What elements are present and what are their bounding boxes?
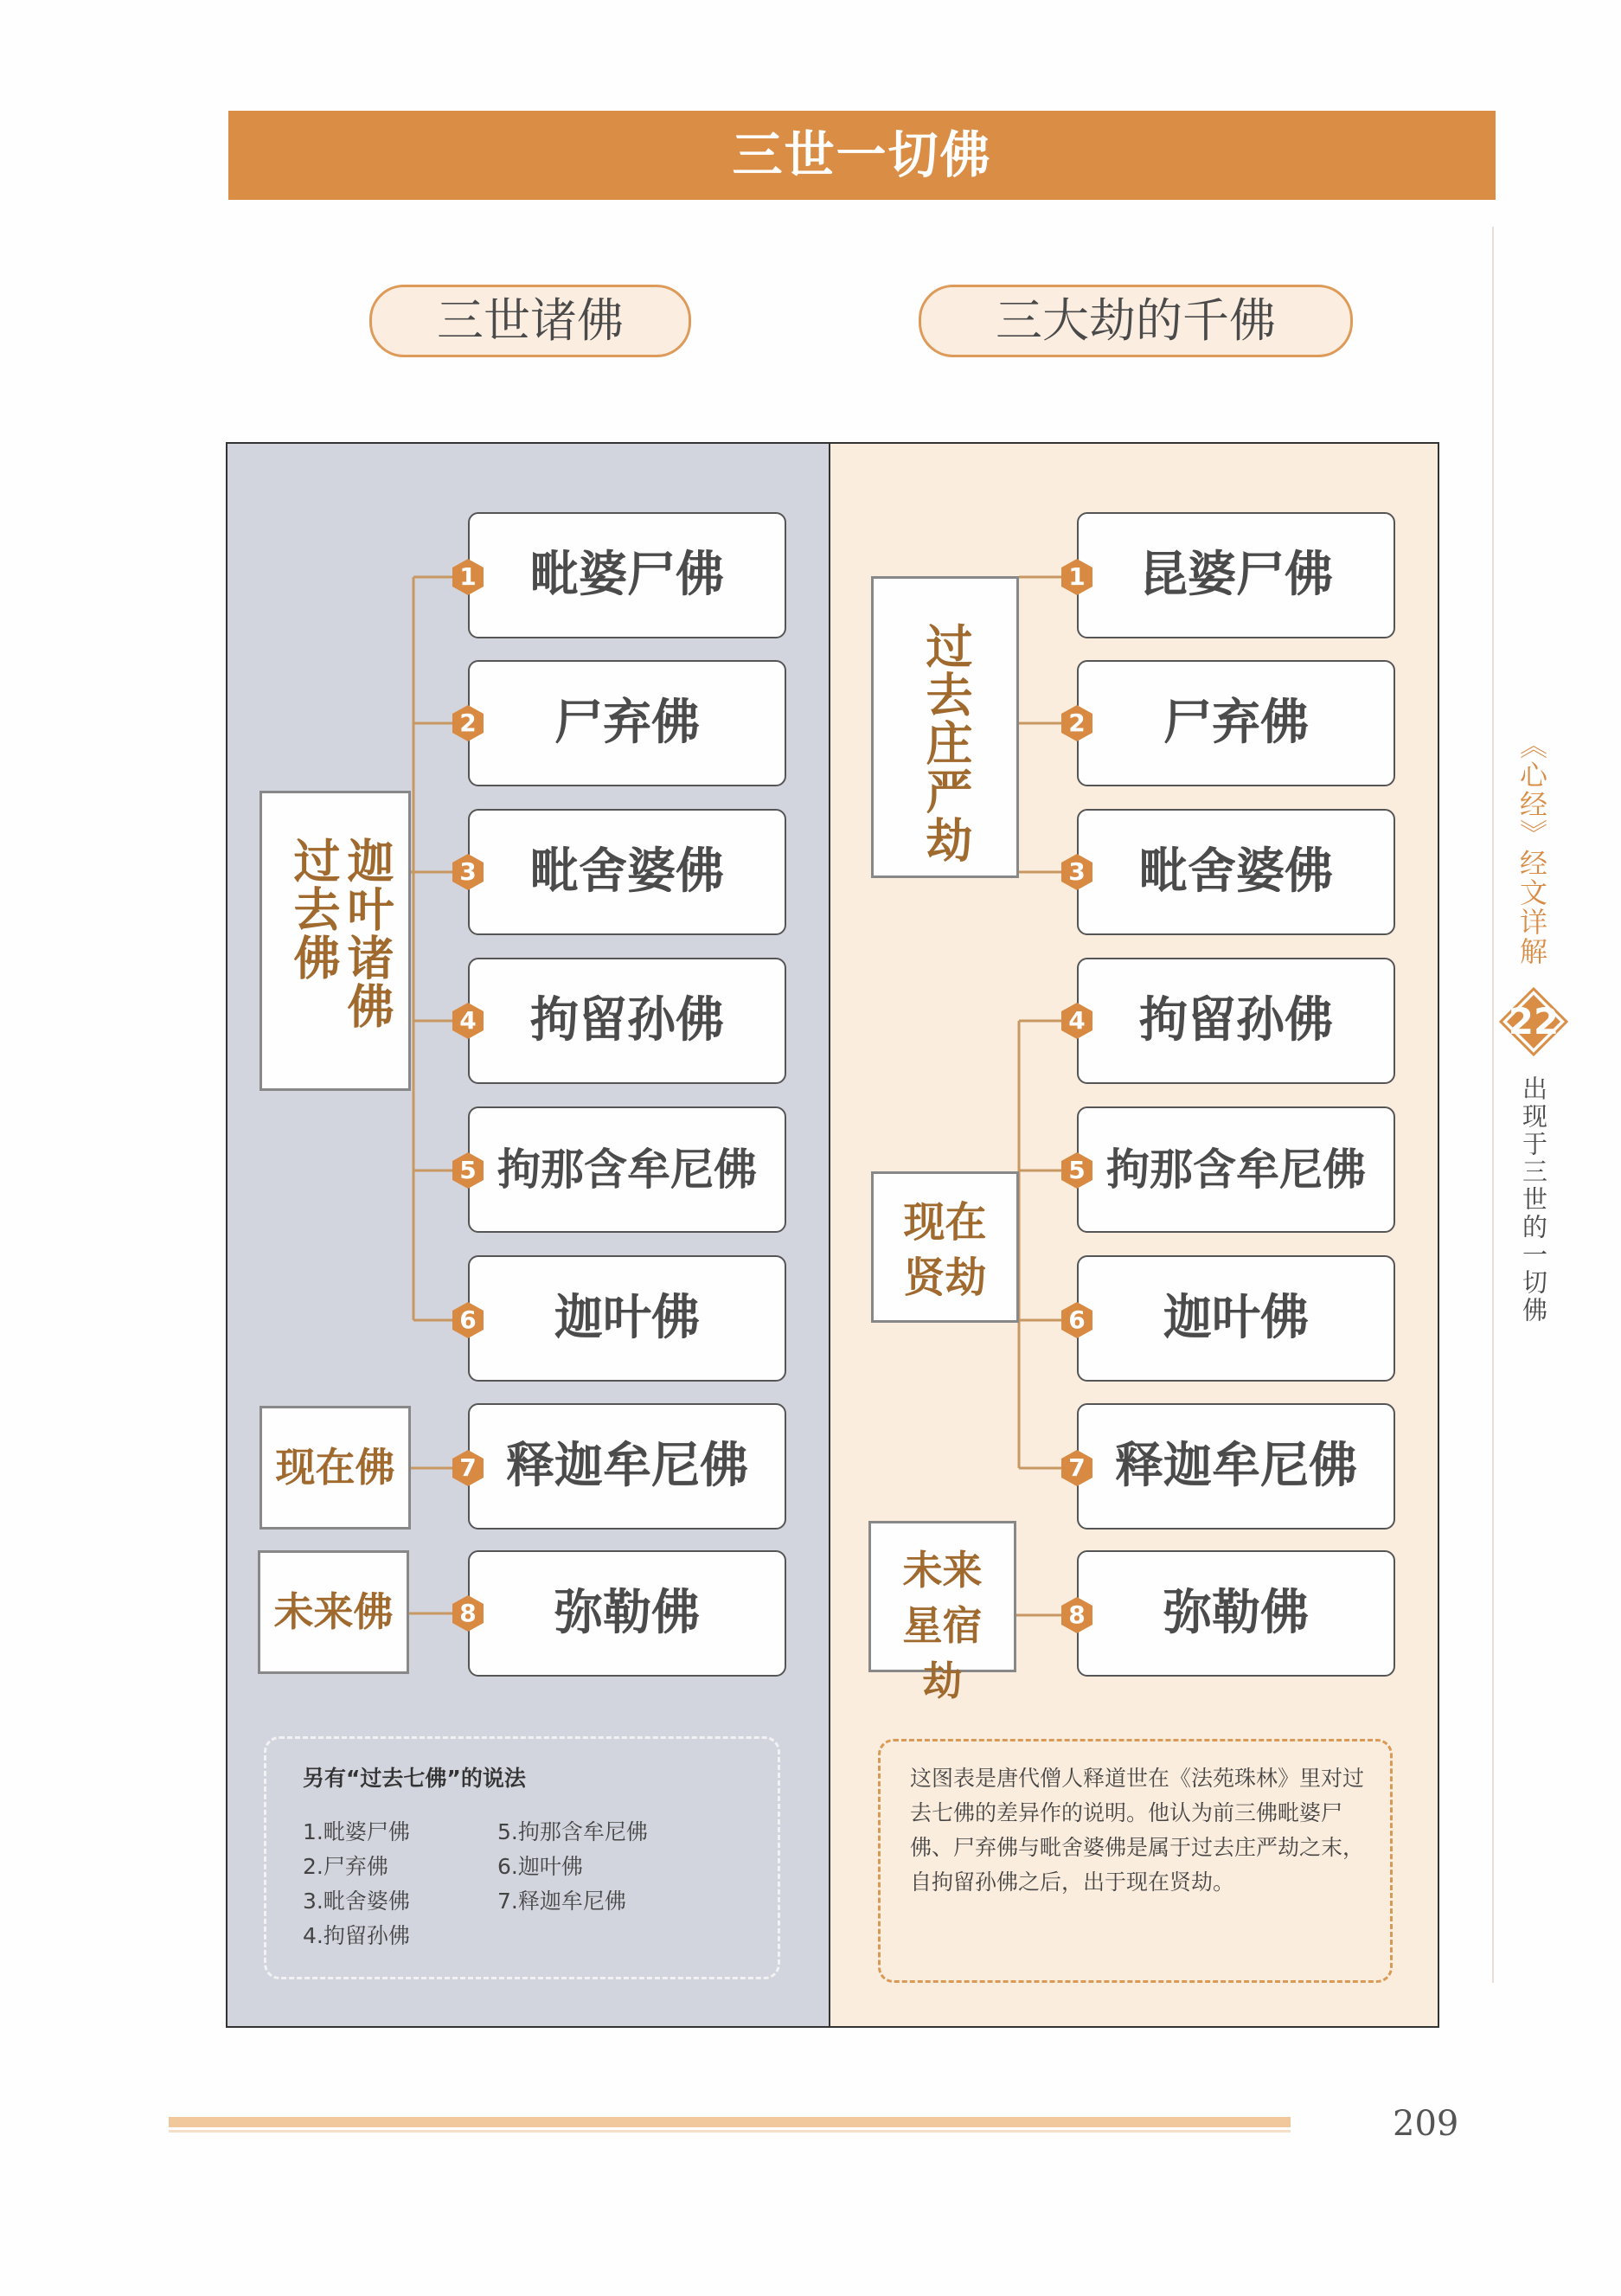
left-badge-num-6: 6	[459, 1305, 477, 1334]
right-badge-num-5: 5	[1068, 1156, 1086, 1184]
left-group-past	[259, 791, 411, 1091]
left-note-item-2: 2.尸弃佛	[303, 1854, 388, 1879]
left-badge-num-7: 7	[459, 1453, 477, 1482]
right-group-past-text: 过去庄严劫	[919, 622, 973, 864]
right-badge-num-8: 8	[1068, 1600, 1086, 1629]
left-badge-num-3: 3	[459, 857, 477, 886]
left-badge-2	[449, 704, 487, 742]
right-group-present: 现在贤劫	[871, 1171, 1019, 1323]
chapter-number: 22	[1508, 1000, 1560, 1042]
right-node-7: 释迦牟尼佛	[1077, 1403, 1395, 1530]
left-note-item-7: 7.释迦牟尼佛	[497, 1889, 626, 1914]
left-group-past-text-1: 过去佛	[286, 837, 341, 982]
left-node-5: 拘那含牟尼佛	[468, 1106, 786, 1233]
left-badge-1	[449, 558, 487, 596]
left-note-item-4: 4.拘留孙佛	[303, 1923, 410, 1948]
right-node-5: 拘那含牟尼佛	[1077, 1106, 1395, 1233]
right-node-4: 拘留孙佛	[1077, 958, 1395, 1084]
left-badge-num-1: 1	[459, 562, 477, 591]
footer-rule-thin	[169, 2130, 1291, 2132]
right-badge-5	[1058, 1151, 1096, 1190]
left-note-item-1: 1.毗婆尸佛	[303, 1819, 410, 1844]
page-title: 三世一切佛	[732, 125, 992, 184]
right-badge-6	[1058, 1301, 1096, 1339]
right-badge-num-1: 1	[1068, 562, 1086, 591]
right-node-8: 弥勒佛	[1077, 1550, 1395, 1677]
left-group-past-text-2: 迦叶诸佛	[340, 837, 394, 1030]
right-badge-7	[1058, 1449, 1096, 1487]
left-badge-8	[449, 1594, 487, 1632]
left-badge-num-4: 4	[459, 1006, 477, 1035]
right-badge-4	[1058, 1002, 1096, 1040]
left-node-7: 释迦牟尼佛	[468, 1403, 786, 1530]
page-number: 209	[1393, 2104, 1459, 2144]
left-node-6: 迦叶佛	[468, 1255, 786, 1382]
left-badge-num-5: 5	[459, 1156, 477, 1184]
right-node-1: 昆婆尸佛	[1077, 512, 1395, 638]
right-group-past	[871, 576, 1019, 878]
left-badge-num-2: 2	[459, 709, 477, 737]
left-node-3: 毗舍婆佛	[468, 809, 786, 935]
right-badge-num-2: 2	[1068, 709, 1086, 737]
right-badge-3	[1058, 853, 1096, 891]
sidebar-divider	[1492, 227, 1494, 1983]
right-note-text: 这图表是唐代僧人释道世在《法苑珠林》里对过去七佛的差异作的说明。他认为前三佛毗婆尸佛、尸弃佛与毗舍婆佛是属于过去庄严劫之末，自拘留孙佛之后，出于现在贤劫。	[910, 1766, 1365, 1895]
right-column-title: 三大劫的千佛	[919, 285, 1353, 357]
right-badge-num-6: 6	[1068, 1305, 1086, 1334]
left-note-item-5: 5.拘那含牟尼佛	[497, 1819, 648, 1844]
right-badge-num-3: 3	[1068, 857, 1086, 886]
right-badge-num-7: 7	[1068, 1453, 1086, 1482]
right-node-6: 迦叶佛	[1077, 1255, 1395, 1382]
right-badge-num-4: 4	[1068, 1006, 1086, 1035]
left-node-1: 毗婆尸佛	[468, 512, 786, 638]
right-node-3: 毗舍婆佛	[1077, 809, 1395, 935]
right-badge-2	[1058, 704, 1096, 742]
left-badge-6	[449, 1301, 487, 1339]
left-badge-7	[449, 1449, 487, 1487]
left-node-8: 弥勒佛	[468, 1550, 786, 1677]
left-badge-num-8: 8	[459, 1599, 477, 1627]
left-note-item-6: 6.迦叶佛	[497, 1854, 583, 1879]
left-group-future: 未来佛	[258, 1550, 409, 1674]
footer-rule	[169, 2117, 1291, 2127]
left-group-present: 现在佛	[259, 1406, 411, 1530]
left-note-item-3: 3.毗舍婆佛	[303, 1889, 410, 1914]
right-badge-1	[1058, 558, 1096, 596]
left-node-2: 尸弃佛	[468, 660, 786, 786]
right-node-2: 尸弃佛	[1077, 660, 1395, 786]
left-badge-4	[449, 1002, 487, 1040]
right-badge-8	[1058, 1596, 1096, 1634]
left-badge-3	[449, 853, 487, 891]
left-badge-5	[449, 1151, 487, 1190]
right-group-future: 未来星宿劫	[868, 1521, 1016, 1672]
left-column-title: 三世诸佛	[369, 285, 691, 357]
left-node-4: 拘留孙佛	[468, 958, 786, 1084]
sidebar-book-title: 《心经》经文详解	[1515, 731, 1548, 966]
left-note-title: 另有“过去七佛”的说法	[303, 1766, 526, 1791]
sidebar-section-title: 出现于三世的一切佛	[1519, 1075, 1548, 1324]
